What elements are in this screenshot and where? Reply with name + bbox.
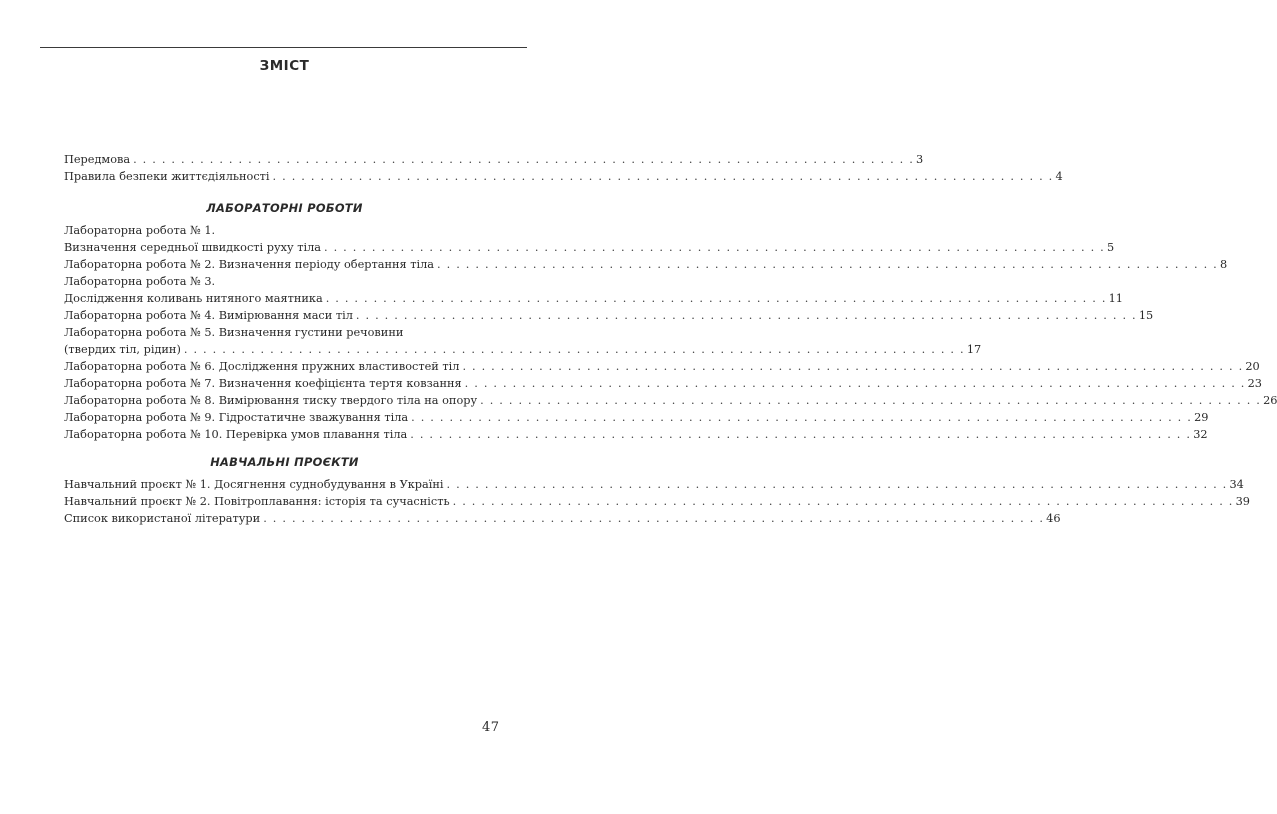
toc-lab-entry	[64, 375, 1262, 392]
toc-entry	[64, 493, 1250, 510]
toc-entry-title: Правила безпеки життєдіяльності	[64, 170, 270, 183]
toc-leader-dots: . . . . . . . . . . . . . . . . . . . . . . . . . . . . . . . . . . . . . . . . . . . . . . . . . . . . . . . . . . . . . . . . . . . . . . . . . . . . . . . . . .	[437, 258, 1218, 271]
toc-entry-title: Визначення середньої швидкості руху тіла	[64, 241, 322, 254]
toc-entry-page: 15	[1138, 309, 1154, 322]
toc-entry-title: Передмова	[64, 153, 131, 166]
toc-leader-dots: . . . . . . . . . . . . . . . . . . . . . . . . . . . . . . . . . . . . . . . . . . . . . . . . . . . . . . . . . . . . . . . . . . . . . . . . . . . . . . . . . .	[325, 292, 1107, 305]
toc-entry-page: 32	[1193, 428, 1208, 441]
toc-entry	[64, 476, 1244, 493]
toc-leader-dots: . . . . . . . . . . . . . . . . . . . . . . . . . . . . . . . . . . . . . . . . . . . . . . . . . . . . . . . . . . . . . . . . . . . . . . . . . . . . . . . . . .	[272, 170, 1054, 183]
toc-entry	[64, 239, 1115, 256]
toc-entry	[64, 151, 924, 168]
toc-entry-line	[64, 222, 505, 239]
toc-lab-entry	[64, 256, 1228, 273]
toc-entry-page: 20	[1245, 360, 1260, 373]
toc-leader-dots: . . . . . . . . . . . . . . . . . . . . . . . . . . . . . . . . . . . . . . . . . . . . . . . . . . . . . . . . . . . . . . . . . . . . . . . . . . . . . . . . . .	[324, 241, 1105, 254]
toc-entry-title: Лабораторна робота № 5. Визначення густини речовини	[64, 326, 404, 339]
toc-lab-entry	[64, 409, 1209, 426]
toc-leader-dots: . . . . . . . . . . . . . . . . . . . . . . . . . . . . . . . . . . . . . . . . . . . . . . . . . . . . . . . . . . . . . . . . . . . . . . . . . . . . . . . . . .	[355, 309, 1137, 322]
toc-entry	[64, 510, 1061, 527]
toc-leader-dots: . . . . . . . . . . . . . . . . . . . . . . . . . . . . . . . . . . . . . . . . . . . . . . . . . . . . . . . . . . . . . . . . . . . . . . . . . . . . . . . . . .	[464, 377, 1246, 390]
toc-lab-entry	[64, 358, 1260, 375]
toc-entry-page: 3	[916, 153, 924, 166]
toc-leader-dots: . . . . . . . . . . . . . . . . . . . . . . . . . . . . . . . . . . . . . . . . . . . . . . . . . . . . . . . . . . . . . . . . . . . . . . . . . . . . . . . . . .	[480, 394, 1262, 407]
toc-entry-title: Лабораторна робота № 4. Вимірювання маси тіл	[64, 309, 353, 322]
toc-entry-title: Лабораторна робота № 10. Перевірка умов плавання тіла	[64, 428, 408, 441]
section-heading-projects: НАВЧАЛЬНІ ПРОЄКТИ	[210, 455, 359, 469]
toc-entry-page: 34	[1229, 478, 1244, 491]
toc-entry	[64, 341, 982, 358]
toc-entry-page: 46	[1046, 512, 1061, 525]
toc-entry-title: Лабораторна робота № 1.	[64, 224, 216, 237]
toc-entry-line	[64, 324, 505, 341]
toc-lab-entry	[64, 324, 982, 358]
toc-entry-title: (твердих тіл, рідин)	[64, 343, 181, 356]
toc-entry	[64, 168, 1063, 185]
toc-entry-title: Лабораторна робота № 8. Вимірювання тиску твердого тіла на опору	[64, 394, 478, 407]
toc-leader-dots: . . . . . . . . . . . . . . . . . . . . . . . . . . . . . . . . . . . . . . . . . . . . . . . . . . . . . . . . . . . . . . . . . . . . . . . . . . . . . . . . . .	[462, 360, 1244, 373]
toc-entry	[64, 409, 1209, 426]
toc-entry	[64, 375, 1262, 392]
toc-entry-line	[64, 273, 505, 290]
toc-entry	[64, 358, 1260, 375]
toc-lab-entry	[64, 222, 1115, 256]
toc-entry-page: 5	[1106, 241, 1115, 254]
toc-leader-dots: . . . . . . . . . . . . . . . . . . . . . . . . . . . . . . . . . . . . . . . . . . . . . . . . . . . . . . . . . . . . . . . . . . . . . . . . . . . . . . . . . .	[410, 428, 1192, 441]
toc-leader-dots: . . . . . . . . . . . . . . . . . . . . . . . . . . . . . . . . . . . . . . . . . . . . . . . . . . . . . . . . . . . . . . . . . . . . . . . . . . . . . . . . . .	[133, 153, 915, 166]
toc-entry-title: Лабораторна робота № 6. Дослідження пружних властивостей тіл	[64, 360, 460, 373]
toc-entry-title: Лабораторна робота № 3.	[64, 275, 216, 288]
toc-entry-title: Список використаної літератури	[64, 512, 261, 525]
toc-leader-dots: . . . . . . . . . . . . . . . . . . . . . . . . . . . . . . . . . . . . . . . . . . . . . . . . . . . . . . . . . . . . . . . . . . . . . . . . . . . . . . . . . .	[452, 495, 1234, 508]
toc-front-matter	[64, 151, 1063, 185]
toc-entry	[64, 307, 1154, 324]
toc-entry-page: 11	[1108, 292, 1123, 305]
toc-entry-title: Лабораторна робота № 2. Визначення періоду обертання тіла	[64, 258, 435, 271]
toc-entry-page: 8	[1219, 258, 1228, 271]
toc-entry-page: 4	[1055, 170, 1063, 183]
toc-projects-section	[64, 452, 1250, 527]
page-number: 47	[482, 720, 500, 735]
top-rule	[40, 47, 527, 48]
toc-entry-page: 17	[966, 343, 982, 356]
toc-entry-page: 39	[1235, 495, 1250, 508]
page-title: ЗМІСТ	[259, 58, 310, 74]
toc-entry	[64, 392, 1277, 409]
toc-entry-page: 26	[1263, 394, 1277, 407]
toc-entry-page: 29	[1194, 411, 1209, 424]
toc-entry-title: Лабораторна робота № 9. Гідростатичне зважування тіла	[64, 411, 409, 424]
toc-entry-title: Дослідження коливань нитяного маятника	[64, 292, 323, 305]
section-heading-labs: ЛАБОРАТОРНІ РОБОТИ	[206, 201, 363, 215]
toc-lab-entry	[64, 307, 1154, 324]
toc-lab-entry	[64, 426, 1208, 443]
toc-lab-entry	[64, 392, 1277, 409]
toc-entry-title: Навчальний проєкт № 1. Досягнення суднобудування в Україні	[64, 478, 444, 491]
toc-leader-dots: . . . . . . . . . . . . . . . . . . . . . . . . . . . . . . . . . . . . . . . . . . . . . . . . . . . . . . . . . . . . . . . . . . . . . . . . . . . . . . . . . .	[411, 411, 1193, 424]
toc-leader-dots: . . . . . . . . . . . . . . . . . . . . . . . . . . . . . . . . . . . . . . . . . . . . . . . . . . . . . . . . . . . . . . . . . . . . . . . . . . . . . . . . . .	[263, 512, 1045, 525]
toc-entry-page: 23	[1247, 377, 1262, 390]
toc-entry	[64, 256, 1228, 273]
toc-entry-title: Навчальний проєкт № 2. Повітроплавання: історія та сучасність	[64, 495, 450, 508]
toc-entry	[64, 426, 1208, 443]
toc-entry	[64, 290, 1123, 307]
toc-leader-dots: . . . . . . . . . . . . . . . . . . . . . . . . . . . . . . . . . . . . . . . . . . . . . . . . . . . . . . . . . . . . . . . . . . . . . . . . . . . . . . . . . .	[446, 478, 1228, 491]
toc-leader-dots: . . . . . . . . . . . . . . . . . . . . . . . . . . . . . . . . . . . . . . . . . . . . . . . . . . . . . . . . . . . . . . . . . . . . . . . . . . . . . . . . . .	[183, 343, 965, 356]
toc-entry-title: Лабораторна робота № 7. Визначення коефіцієнта тертя ковзання	[64, 377, 462, 390]
toc-labs-section	[64, 198, 1277, 443]
toc-lab-entry	[64, 273, 1123, 307]
